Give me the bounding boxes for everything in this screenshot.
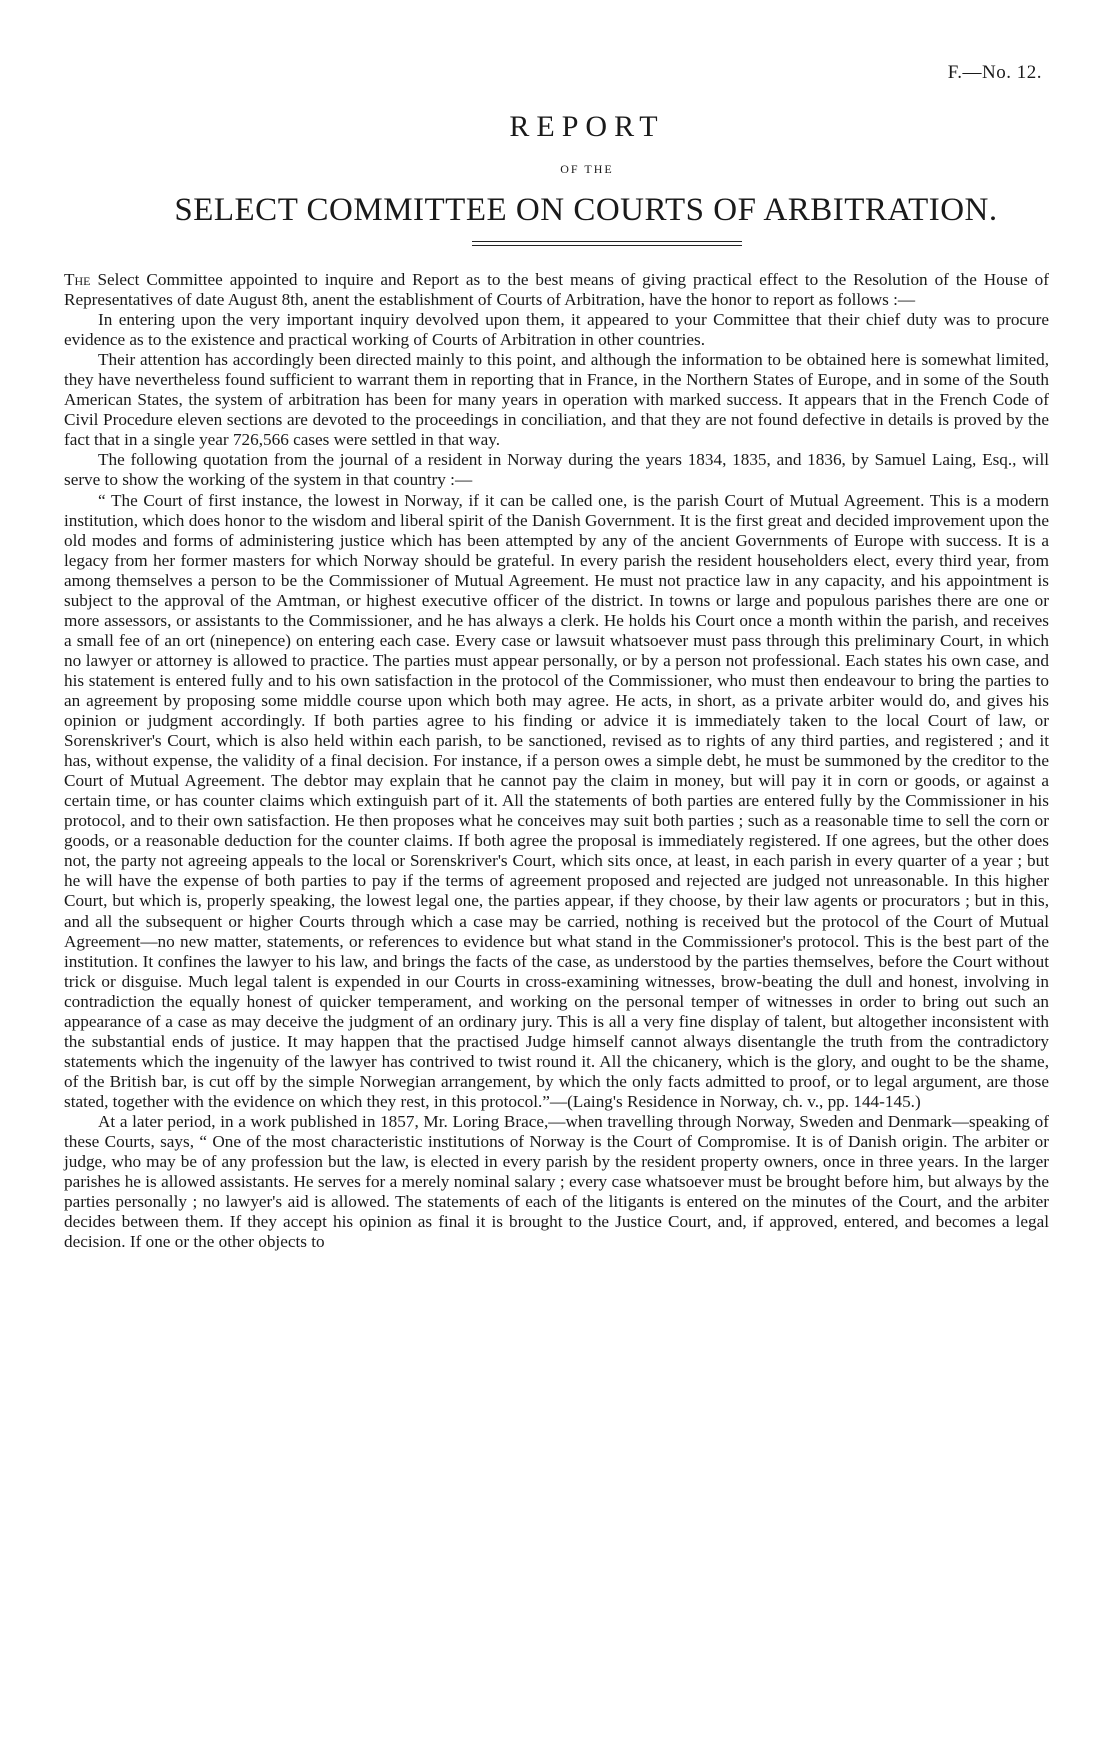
title-connector: OF THE — [560, 162, 614, 176]
report-title: REPORT — [509, 110, 665, 143]
paragraph-1-text: Select Committee appointed to inquire and Report as to the best means of giving practical effect to the Resolution of the House of Representatives of date August 8th, anent the establishment of Courts of Arbitration, have the honor to report as follows :— — [64, 270, 1049, 310]
title-rule-top — [472, 241, 742, 242]
committee-title: SELECT COMMITTEE ON COURTS OF ARBITRATION. — [174, 192, 998, 228]
paragraph-1-opening: The — [64, 270, 91, 289]
paragraph-4: The following quotation from the journal of a resident in Norway during the years 1834, 1835, and 1836, by Samuel Laing, Esq., will serve to show the working of the system in that country :— — [64, 450, 1049, 490]
report-body — [64, 270, 1049, 1252]
title-rule-bottom — [472, 245, 742, 246]
paragraph-1 — [64, 270, 1049, 310]
paragraph-5-quotation: “ The Court of first instance, the lowest in Norway, if it can be called one, is the parish Court of Mutual Agreement. This is a modern institution, which does honor to the wisdom and liberal spirit of the Danish Government. It is the first great and decided improvement upon the old modes and forms of administering justice which has been attempted by any of the ancient Governments of Europe with success. It is a legacy from her former masters for which Norway should be grateful. In every parish the resident householders elect, every third year, from among themselves a person to be the Commissioner of Mutual Agreement. He must not practice law in any capacity, and his appointment is subject to the approval of the Amtman, or highest executive officer of the district. In towns or large and populous parishes there are one or more assessors, or assistants to the Commissioner, and he has always a clerk. He holds his Court once a month within the parish, and receives a small fee of an ort (ninepence) on entering each case. Every case or lawsuit whatsoever must pass through this preliminary Court, in which no lawyer or attorney is allowed to practice. The parties must appear personally, or by a person not professional. Each states his own case, and his statement is entered fully and to his own satisfaction in the protocol of the Commissioner, who must then endeavour to bring the parties to an agreement by proposing some middle course upon which both may agree. He acts, in short, as a private arbiter would do, and gives his opinion or judgment accordingly. If both parties agree to his finding or advice it is immediately taken to the local Court of law, or Sorenskriver's Court, which is also held within each parish, to be sanctioned, revised as to rights of any third parties, and registered ; and it has, without expense, the validity of a final decision. For instance, if a person owes a simple debt, he must be summoned by the creditor to the Court of Mutual Agreement. The debtor may explain that he cannot pay the claim in money, but will pay it in corn or goods, or against a certain time, or has counter claims which extinguish part of it. All the statements of both parties are entered fully by the Commissioner in his protocol, and to their own satisfaction. He then proposes what he conceives may suit both parties ; such as a reasonable time to sell the corn or goods, or a reasonable deduction for the counter claims. If both agree the proposal is immediately registered. If one agrees, but the other does not, the party not agreeing appeals to the local or Sorenskriver's Court, which sits once, at least, in each parish in every quarter of a year ; but he will have the expense of both parties to pay if the terms of agreement proposed and rejected are judged not unreasonable. In this higher Court, but which is, properly speaking, the lowest legal one, the parties appear, if they choose, by their law agents or procurators ; but in this, and all the subsequent or higher Courts through which a case may be carried, nothing is received but the protocol of the Court of Mutual Agreement—no new matter, statements, or references to evidence but what stand in the Commissioner's protocol. This is the best part of the institution. It confines the lawyer to his law, and brings the facts of the case, as understood by the parties themselves, before the Court without trick or disguise. Much legal talent is expended in our Courts in cross-examining witnesses, brow-beating the dull and honest, involving in contradiction the equally honest of quicker temperament, and working on the personal temper of witnesses in order to bring out such an appearance of a case as may deceive the judgment of an ordinary jury. This is all a very fine display of talent, but altogether inconsistent with the substantial ends of justice. It may happen that the practised Judge himself cannot always disentangle the truth from the contradictory statements which the ingenuity of the lawyer has contrived to twist round it. All the chicanery, which is the glory, and ought to be the shame, of the British bar, is cut off by the simple Norwegian arrangement, by which the only facts admitted to proof, or to legal argument, are those stated, together with the evidence on which they rest, in this protocol.”—(Laing's Residence in Norway, ch. v., pp. 144-145.) — [64, 490, 1049, 1111]
paragraph-2: In entering upon the very important inquiry devolved upon them, it appeared to your Committee that their chief duty was to procure evidence as to the existence and practical working of Courts of Arbitration in other countries. — [64, 310, 1049, 350]
paragraph-3: Their attention has accordingly been directed mainly to this point, and although the information to be obtained here is somewhat limited, they have nevertheless found sufficient to warrant them in reporting that in France, in the Northern States of Europe, and in some of the South American States, the system of arbitration has been for many years in operation with marked success. It appears that in the French Code of Civil Procedure eleven sections are devoted to the proceedings in conciliation, and that they are not found defective in details is proved by the fact that in a single year 726,566 cases were settled in that way. — [64, 350, 1049, 450]
page-reference: F.—No. 12. — [947, 62, 1042, 83]
paragraph-6: At a later period, in a work published in 1857, Mr. Loring Brace,—when travelling through Norway, Sweden and Denmark—speaking of these Courts, says, “ One of the most characteristic institutions of Norway is the Court of Compromise. It is of Danish origin. The arbiter or judge, who may be of any profession but the law, is elected in every parish by the resident property owners, once in three years. In the larger parishes he is allowed assistants. He serves for a merely nominal salary ; every case whatsoever must be brought before him, but always by the parties personally ; no lawyer's aid is allowed. The statements of each of the litigants is entered on the minutes of the Court, and the arbiter decides between them. If they accept his opinion as final it is brought to the Justice Court, and, if approved, entered, and becomes a legal decision. If one or the other objects to — [64, 1111, 1049, 1252]
